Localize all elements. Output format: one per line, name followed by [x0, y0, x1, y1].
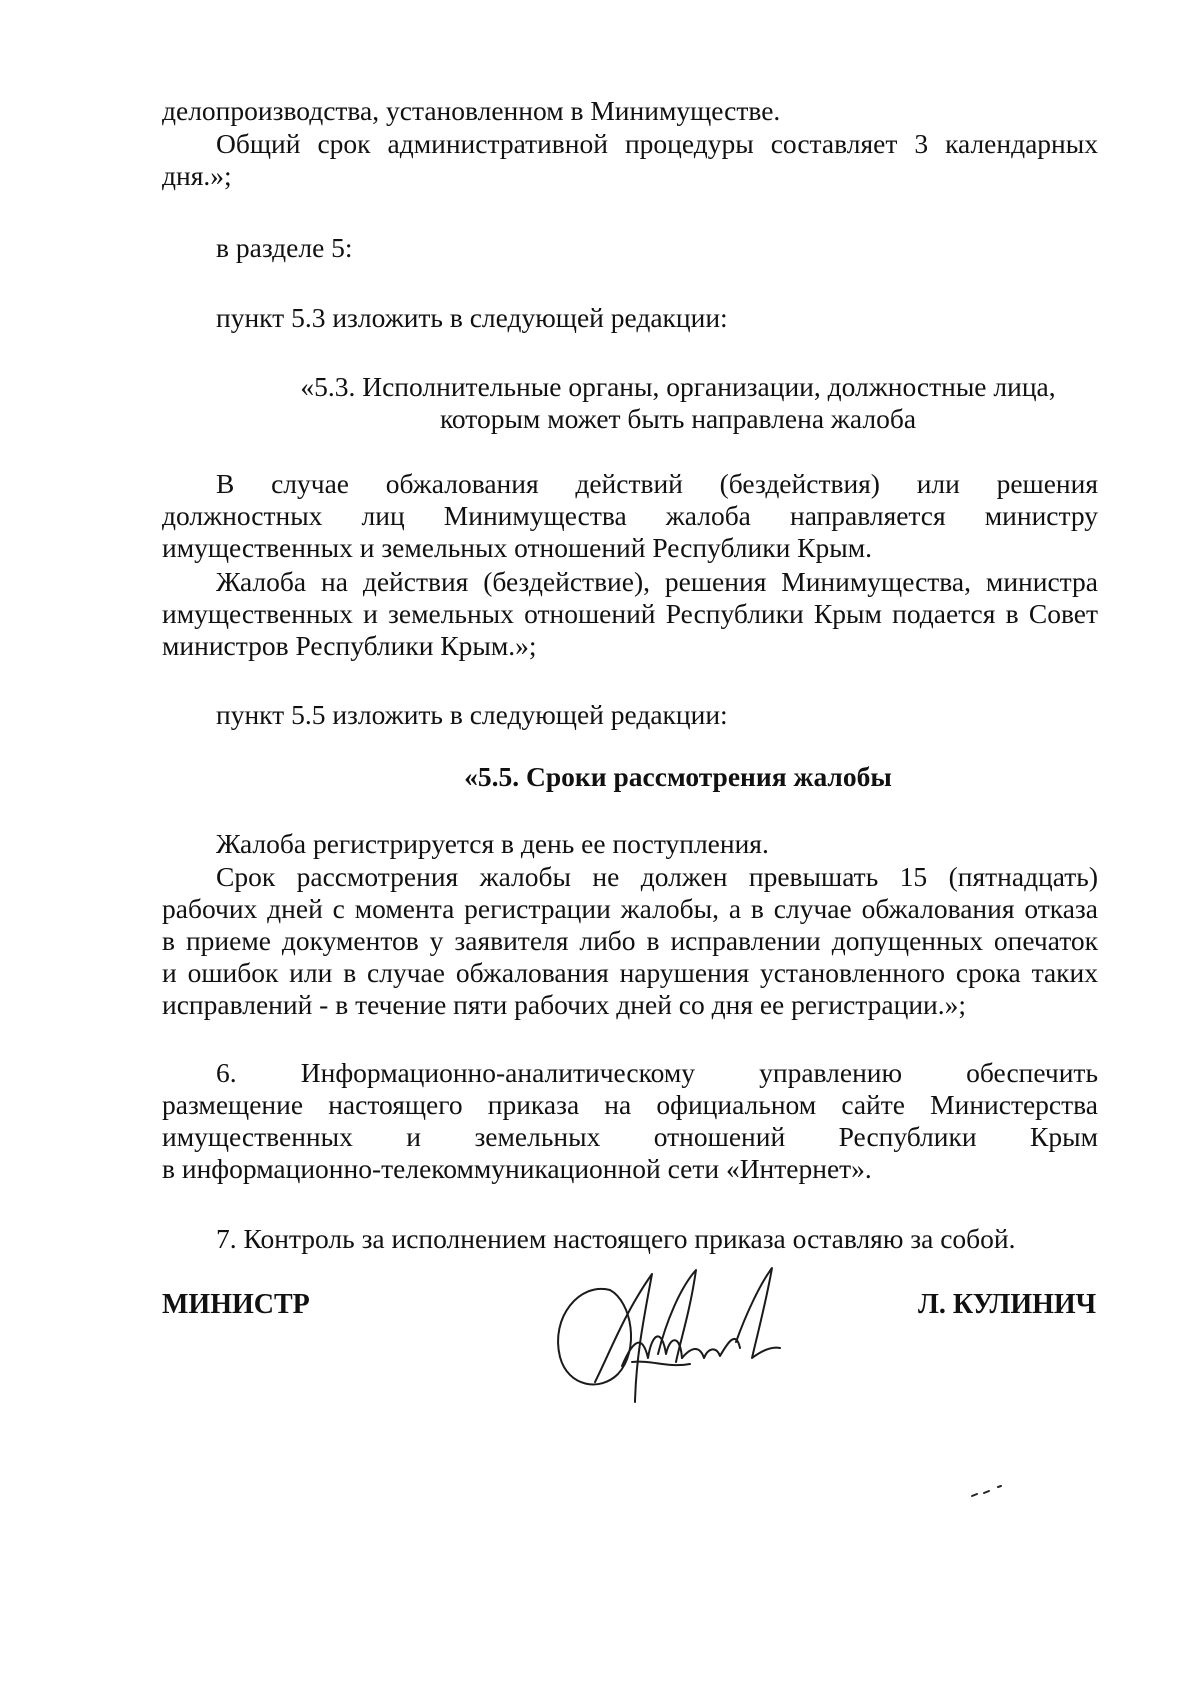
section-heading: которым может быть направлена жалоба	[439, 403, 917, 434]
section-heading: «5.5. Сроки рассмотрения жалобы	[464, 761, 892, 792]
text-line: исправлений - в течение пяти рабочих дней со дня ее регистрации.»;	[162, 989, 967, 1020]
text-line: имущественных и земельных отношений Республики Крым подается в Совет	[162, 598, 1098, 629]
text-line: размещение настоящего приказа на официальном сайте Министерства	[162, 1089, 1098, 1120]
text-line: в приеме документов у заявителя либо в исправлении допущенных опечаток	[162, 925, 1098, 956]
text-line: Жалоба регистрируется в день ее поступления.	[216, 828, 769, 859]
scan-marks	[968, 1482, 1018, 1502]
text-line: 6. Информационно-аналитическому управлению обеспечить	[216, 1057, 1098, 1088]
signatory-name: Л. КУЛИНИЧ	[918, 1289, 1097, 1320]
text-line: имущественных и земельных отношений Республики Крым.	[162, 532, 873, 563]
text-line: в информационно-телекоммуникационной сети «Интернет».	[162, 1153, 872, 1184]
text-line: и ошибок или в случае обжалования нарушения установленного срока таких	[162, 957, 1098, 988]
text-line: должностных лиц Минимущества жалоба направляется министру	[162, 500, 1098, 531]
text-line: дня.»;	[162, 160, 232, 191]
text-line: 7. Контроль за исполнением настоящего приказа оставляю за собой.	[216, 1223, 1016, 1254]
text-line: Жалоба на действия (бездействие), решения Минимущества, министра	[216, 566, 1098, 597]
signatory-title: МИНИСТР	[162, 1289, 310, 1320]
text-line: в разделе 5:	[216, 232, 353, 263]
text-line: пункт 5.3 изложить в следующей редакции:	[216, 302, 728, 333]
text-line: делопроизводства, установленном в Минимуществе.	[162, 95, 781, 126]
handwritten-signature	[540, 1262, 800, 1412]
text-line: министров Республики Крым.»;	[162, 630, 537, 661]
text-line: имущественных и земельных отношений Республики Крым	[162, 1121, 1098, 1152]
text-line: Общий срок административной процедуры составляет 3 календарных	[216, 128, 1098, 159]
section-heading: «5.3. Исполнительные органы, организации, должностные лица,	[300, 371, 1056, 402]
text-line: В случае обжалования действий (бездействия) или решения	[216, 468, 1098, 499]
text-line: рабочих дней с момента регистрации жалобы, а в случае обжалования отказа	[162, 893, 1098, 924]
text-line: пункт 5.5 изложить в следующей редакции:	[216, 699, 728, 730]
text-line: Срок рассмотрения жалобы не должен превышать 15 (пятнадцать)	[216, 861, 1098, 892]
